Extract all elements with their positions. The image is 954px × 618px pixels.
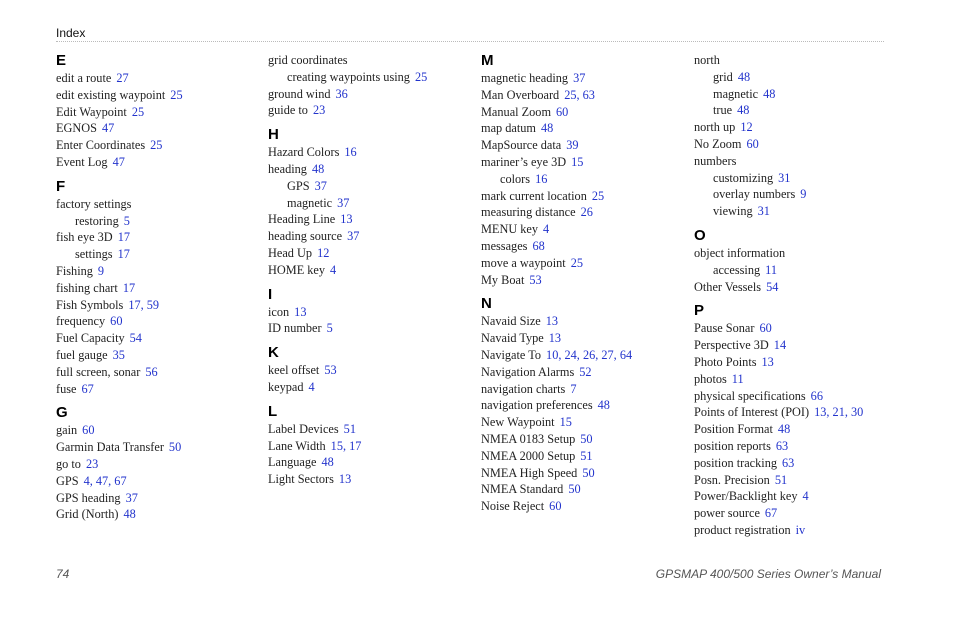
page-reference-link[interactable]: 5	[326, 321, 333, 336]
index-entry	[56, 120, 256, 137]
index-entry	[56, 137, 256, 154]
index-term: ground wind	[268, 86, 331, 101]
index-term: Fishing	[56, 263, 93, 278]
index-entry	[268, 379, 468, 396]
page-reference-link[interactable]: 51	[343, 421, 356, 436]
page-reference-link[interactable]: 13, 21, 30	[814, 405, 864, 420]
page-reference-link[interactable]: 48	[763, 86, 776, 101]
page-reference-link[interactable]: 15	[571, 154, 584, 169]
section-letter: M	[481, 52, 494, 69]
section-letter: I	[268, 285, 273, 303]
page-reference-link[interactable]: 48	[737, 69, 751, 84]
index-entry	[56, 490, 256, 507]
index-subentry	[694, 69, 894, 86]
index-term: map datum	[481, 121, 536, 136]
page-reference-link[interactable]: 47	[112, 154, 125, 169]
index-term: gain	[56, 423, 78, 438]
index-entry	[694, 136, 894, 153]
index-entry	[56, 364, 256, 381]
index-entry	[56, 87, 256, 104]
index-entry	[694, 438, 894, 455]
page-reference-link[interactable]: 15, 17	[330, 438, 362, 453]
index-term: Hazard Colors	[268, 145, 340, 160]
page-reference-link[interactable]: 12	[740, 120, 753, 135]
index-term: navigation charts	[481, 381, 566, 396]
page-reference-link[interactable]: 25	[570, 255, 583, 270]
index-term: mariner’s eye 3D	[481, 154, 567, 169]
index-entry	[56, 229, 256, 246]
page-reference-link[interactable]: 63	[775, 438, 789, 453]
index-entry	[268, 228, 468, 245]
index-term: Light Sectors	[268, 472, 334, 487]
page-reference-link[interactable]: 13	[294, 304, 307, 319]
index-entry	[268, 421, 468, 438]
page-reference-link[interactable]: 25	[414, 69, 428, 84]
index-term: move a waypoint	[481, 255, 566, 270]
section-letter: G	[56, 404, 68, 422]
page-number: 74	[56, 567, 70, 581]
index-term: Language	[268, 455, 317, 470]
page-reference-link[interactable]: 51	[774, 472, 788, 487]
page-reference-link[interactable]: 37	[337, 195, 350, 210]
index-entry	[268, 438, 468, 455]
index-term: Perspective 3D	[694, 338, 769, 353]
index-term: Label Devices	[268, 421, 339, 436]
index-entry	[56, 506, 256, 523]
page-reference-link[interactable]: 25	[131, 104, 145, 119]
index-subentry	[694, 186, 894, 203]
page-reference-link[interactable]: 23	[85, 456, 99, 471]
index-term: Head Up	[268, 245, 313, 260]
header-divider	[56, 41, 884, 42]
index-entry	[56, 263, 256, 280]
index-term: magnetic	[713, 86, 759, 101]
index-entry	[694, 245, 894, 262]
index-term: fishing chart	[56, 280, 118, 295]
index-entry	[481, 481, 681, 498]
page-reference-link[interactable]: 25, 63	[564, 87, 595, 102]
page-reference-link[interactable]: 13	[548, 331, 562, 346]
page-reference-link[interactable]: 9	[97, 263, 105, 278]
page-reference-link[interactable]: 31	[757, 204, 770, 219]
index-term: Garmin Data Transfer	[56, 440, 164, 455]
index-term: MapSource data	[481, 138, 562, 153]
index-subentry	[694, 262, 894, 279]
index-term: GPS	[56, 473, 79, 488]
index-term: NMEA Standard	[481, 482, 564, 497]
index-entry	[481, 154, 681, 171]
page-reference-link[interactable]: 27	[116, 71, 129, 85]
index-term: product registration	[694, 522, 791, 537]
index-entry	[694, 52, 894, 69]
page-reference-link[interactable]: 13	[338, 472, 352, 487]
index-entry	[481, 221, 681, 238]
page-reference-link[interactable]: 17	[117, 230, 130, 245]
index-term: HOME key	[268, 262, 326, 277]
index-entry	[694, 488, 894, 505]
index-term: navigation preferences	[481, 398, 593, 413]
index-entry	[694, 404, 894, 421]
index-term: accessing	[713, 262, 761, 277]
index-entry	[481, 255, 681, 272]
index-entry	[268, 454, 468, 471]
page-reference-link[interactable]: iv	[795, 522, 806, 537]
page-reference-link[interactable]: 68	[532, 238, 545, 253]
index-entry	[481, 397, 681, 414]
index-term: Fish Symbols	[56, 297, 124, 312]
index-column-1	[56, 52, 256, 523]
index-term: grid coordinates	[268, 53, 348, 67]
page-reference-link[interactable]: 54	[129, 331, 142, 346]
index-entry	[481, 313, 681, 330]
page-reference-link[interactable]: 54	[766, 279, 779, 294]
page-reference-link[interactable]: 50	[580, 431, 593, 446]
index-entry	[56, 330, 256, 347]
index-term: keel offset	[268, 363, 320, 378]
page-reference-link[interactable]: 16	[344, 145, 357, 160]
index-entry	[56, 381, 256, 398]
page-reference-link[interactable]: 11	[731, 371, 744, 386]
index-term: Points of Interest (POI)	[694, 405, 810, 420]
page-reference-link[interactable]: 51	[580, 448, 593, 463]
index-entry	[481, 431, 681, 448]
index-term: My Boat	[481, 272, 525, 287]
index-entry	[694, 337, 894, 354]
index-entry	[481, 137, 681, 154]
page-reference-link[interactable]: 60	[549, 499, 562, 514]
page-reference-link[interactable]: 60	[556, 104, 569, 119]
index-term: Other Vessels	[694, 279, 762, 294]
index-term: Grid (North)	[56, 507, 119, 522]
page-reference-link[interactable]: 67	[764, 506, 778, 521]
section-letter: K	[268, 344, 279, 362]
index-entry	[56, 154, 256, 171]
index-entry	[481, 347, 681, 364]
index-entry	[481, 120, 681, 137]
page-reference-link[interactable]: 26	[580, 205, 593, 220]
page-reference-link[interactable]: 50	[168, 440, 182, 455]
page-reference-link[interactable]: 17	[122, 280, 136, 295]
page-reference-link[interactable]: 4	[308, 379, 315, 394]
page-reference-link[interactable]: 48	[737, 103, 750, 118]
index-entry	[481, 465, 681, 482]
page-reference-link[interactable]: 16	[535, 171, 548, 186]
page-reference-link[interactable]: 60	[759, 321, 772, 336]
index-entry	[481, 70, 681, 87]
page-reference-link[interactable]: 39	[566, 138, 579, 153]
page-reference-link[interactable]: 60	[82, 423, 95, 438]
index-entry	[268, 161, 468, 178]
index-term: messages	[481, 238, 528, 253]
index-term: position reports	[694, 438, 771, 453]
index-entry	[268, 362, 468, 379]
page-reference-link[interactable]: 48	[777, 422, 791, 437]
index-subentry	[56, 246, 256, 263]
index-term: Power/Backlight key	[694, 489, 798, 504]
index-entry	[268, 262, 468, 279]
index-entry	[481, 364, 681, 381]
index-entry	[694, 421, 894, 438]
page-reference-link[interactable]: 60	[746, 136, 759, 151]
index-term: position tracking	[694, 455, 777, 470]
index-subentry	[268, 178, 468, 195]
index-column-4	[694, 52, 894, 539]
index-subentry	[694, 203, 894, 220]
page-reference-link[interactable]: 7	[570, 381, 577, 396]
index-entry	[481, 414, 681, 431]
index-entry	[268, 102, 468, 119]
index-entry	[56, 196, 256, 213]
index-subentry	[694, 170, 894, 187]
index-term: Navigate To	[481, 347, 542, 362]
index-term: Man Overboard	[481, 87, 560, 102]
index-term: NMEA High Speed	[481, 465, 578, 480]
page-reference-link[interactable]: 25	[591, 188, 605, 203]
index-entry	[56, 439, 256, 456]
index-term: heading	[268, 161, 307, 176]
index-term: full screen, sonar	[56, 364, 141, 379]
index-term: mark current location	[481, 188, 587, 203]
index-term: Posn. Precision	[694, 472, 770, 487]
page-reference-link[interactable]: 60	[110, 314, 123, 329]
page-reference-link[interactable]: 63	[782, 455, 795, 470]
index-entry	[694, 472, 894, 489]
index-entry	[56, 456, 256, 473]
index-term: No Zoom	[694, 136, 742, 151]
index-term: Fuel Capacity	[56, 331, 125, 346]
page-reference-link[interactable]: 66	[810, 388, 823, 403]
index-term: numbers	[694, 153, 737, 168]
index-column-2	[268, 52, 468, 488]
index-term: keypad	[268, 379, 304, 394]
index-term: object information	[694, 245, 786, 260]
running-header: Index	[56, 26, 86, 40]
index-term: frequency	[56, 314, 106, 329]
page-reference-link[interactable]: 11	[765, 262, 777, 277]
index-entry	[694, 371, 894, 388]
index-term: Navaid Type	[481, 331, 544, 346]
page-reference-link[interactable]: 4	[330, 262, 337, 277]
index-term: grid	[713, 69, 733, 84]
index-entry	[694, 505, 894, 522]
index-entry	[268, 52, 468, 69]
index-term: viewing	[713, 204, 753, 219]
index-entry	[694, 119, 894, 136]
index-term: Photo Points	[694, 354, 757, 369]
page-reference-link[interactable]: 25	[150, 138, 163, 153]
index-entry	[481, 188, 681, 205]
index-entry	[56, 473, 256, 490]
index-term: fuel gauge	[56, 347, 108, 362]
page-reference-link[interactable]: 67	[81, 381, 94, 396]
index-subentry	[56, 213, 256, 230]
index-entry	[56, 104, 256, 121]
index-term: ID number	[268, 321, 322, 336]
page-reference-link[interactable]: 17	[117, 247, 130, 262]
index-term: New Waypoint	[481, 415, 555, 430]
index-subentry	[268, 69, 468, 86]
page-reference-link[interactable]: 50	[568, 482, 581, 497]
index-entry	[694, 388, 894, 405]
page-reference-link[interactable]: 10, 24, 26, 27, 64	[546, 347, 633, 362]
index-term: Manual Zoom	[481, 104, 552, 119]
page-reference-link[interactable]: 48	[540, 121, 554, 136]
page-reference-link[interactable]: 48	[311, 161, 325, 176]
index-term: factory settings	[56, 196, 132, 211]
page-reference-link[interactable]: 53	[324, 363, 337, 378]
manual-title: GPSMAP 400/500 Series Owner’s Manual	[655, 567, 881, 581]
index-term: GPS heading	[56, 490, 121, 505]
page-reference-link[interactable]: 37	[125, 490, 138, 505]
index-entry	[694, 320, 894, 337]
section-letter: L	[268, 402, 278, 420]
page-reference-link[interactable]: 48	[321, 455, 334, 470]
section-letter: O	[694, 226, 706, 244]
index-term: heading source	[268, 229, 343, 244]
index-entry	[694, 153, 894, 170]
index-entry	[694, 279, 894, 296]
index-term: Edit Waypoint	[56, 104, 127, 119]
index-term: NMEA 2000 Setup	[481, 448, 576, 463]
page-reference-link[interactable]: 15	[559, 415, 572, 430]
page-reference-link[interactable]: 48	[123, 507, 136, 522]
section-letter: F	[56, 177, 66, 195]
index-term: physical specifications	[694, 388, 806, 403]
index-entry	[268, 320, 468, 337]
page-reference-link[interactable]: 52	[579, 364, 592, 379]
index-entry	[481, 330, 681, 347]
index-term: Noise Reject	[481, 499, 545, 514]
page-reference-link[interactable]: 12	[317, 245, 330, 260]
section-letter: E	[56, 52, 67, 69]
page-reference-link[interactable]: 4	[802, 489, 809, 504]
index-entry	[481, 448, 681, 465]
page-reference-link[interactable]: 35	[112, 347, 125, 362]
index-entry	[56, 313, 256, 330]
index-entry	[56, 70, 256, 87]
page-reference-link[interactable]: 13	[340, 212, 353, 227]
index-term: north	[694, 53, 720, 67]
index-entry	[56, 347, 256, 364]
page-reference-link[interactable]: 48	[597, 398, 610, 413]
index-subentry	[694, 86, 894, 103]
index-entry	[56, 297, 256, 314]
index-term: Navaid Size	[481, 314, 541, 329]
page-reference-link[interactable]: 31	[778, 170, 791, 185]
index-term: EGNOS	[56, 121, 97, 136]
index-entry	[56, 280, 256, 297]
index-entry	[481, 204, 681, 221]
page-reference-link[interactable]: 36	[335, 86, 348, 101]
index-term: icon	[268, 304, 290, 319]
index-term: NMEA 0183 Setup	[481, 431, 576, 446]
index-subentry	[694, 102, 894, 119]
index-entry	[268, 144, 468, 161]
index-term: GPS	[287, 178, 310, 193]
index-term: overlay numbers	[713, 187, 796, 202]
index-entry	[481, 104, 681, 121]
index-term: true	[713, 103, 733, 118]
index-column-3	[481, 52, 681, 515]
index-term: photos	[694, 371, 727, 386]
index-entry	[481, 272, 681, 289]
page-reference-link[interactable]: 13	[545, 314, 559, 329]
index-term: edit a route	[56, 71, 112, 85]
page-reference-link[interactable]: 25	[170, 87, 183, 102]
page-reference-link[interactable]: 47	[102, 121, 115, 136]
index-entry	[694, 354, 894, 371]
index-entry	[268, 304, 468, 321]
index-term: guide to	[268, 103, 308, 118]
index-term: customizing	[713, 170, 774, 185]
index-term: go to	[56, 456, 81, 471]
section-letter: N	[481, 295, 492, 313]
index-term: Position Format	[694, 422, 773, 437]
index-term: measuring distance	[481, 205, 576, 220]
index-entry	[268, 211, 468, 228]
section-letter: P	[694, 302, 705, 320]
page-reference-link[interactable]: 53	[529, 272, 542, 287]
page-reference-link[interactable]: 37	[314, 178, 327, 193]
index-entry	[481, 381, 681, 398]
index-term: Navigation Alarms	[481, 364, 575, 379]
index-entry	[56, 422, 256, 439]
page-reference-link[interactable]: 4	[543, 222, 550, 237]
index-term: Enter Coordinates	[56, 138, 146, 153]
index-term: Heading Line	[268, 212, 336, 227]
index-term: Lane Width	[268, 438, 326, 453]
page-reference-link[interactable]: 56	[145, 364, 158, 379]
index-term: colors	[500, 171, 531, 186]
index-entry	[268, 471, 468, 488]
page-reference-link[interactable]: 17, 59	[128, 297, 160, 312]
page-reference-link[interactable]: 4, 47, 67	[83, 473, 127, 488]
index-entry	[268, 86, 468, 103]
index-term: MENU key	[481, 222, 539, 237]
index-subentry	[268, 195, 468, 212]
index-entry	[481, 498, 681, 515]
index-term: restoring	[75, 213, 119, 228]
index-term: Event Log	[56, 154, 108, 169]
index-term: creating waypoints using	[287, 69, 410, 84]
index-entry	[268, 245, 468, 262]
index-term: Pause Sonar	[694, 321, 755, 336]
section-letter: H	[268, 126, 279, 144]
index-term: edit existing waypoint	[56, 87, 166, 102]
index-term: magnetic heading	[481, 71, 569, 85]
page-reference-link[interactable]: 13	[761, 354, 774, 369]
index-entry	[481, 238, 681, 255]
index-term: fuse	[56, 381, 77, 396]
index-term: fish eye 3D	[56, 230, 113, 245]
index-term: power source	[694, 506, 760, 521]
index-term: settings	[75, 247, 113, 262]
page-reference-link[interactable]: 23	[312, 103, 326, 118]
index-term: magnetic	[287, 195, 333, 210]
page-reference-link[interactable]: 37	[347, 229, 360, 244]
index-entry	[481, 87, 681, 104]
index-subentry	[481, 171, 681, 188]
page-reference-link[interactable]: 14	[773, 338, 787, 353]
page-reference-link[interactable]: 50	[582, 465, 595, 480]
page-reference-link[interactable]: 5	[123, 213, 130, 228]
page-reference-link[interactable]: 9	[800, 187, 807, 202]
page-reference-link[interactable]: 37	[573, 71, 586, 85]
index-entry	[694, 455, 894, 472]
index-term: north up	[694, 120, 736, 135]
index-entry	[694, 522, 894, 539]
